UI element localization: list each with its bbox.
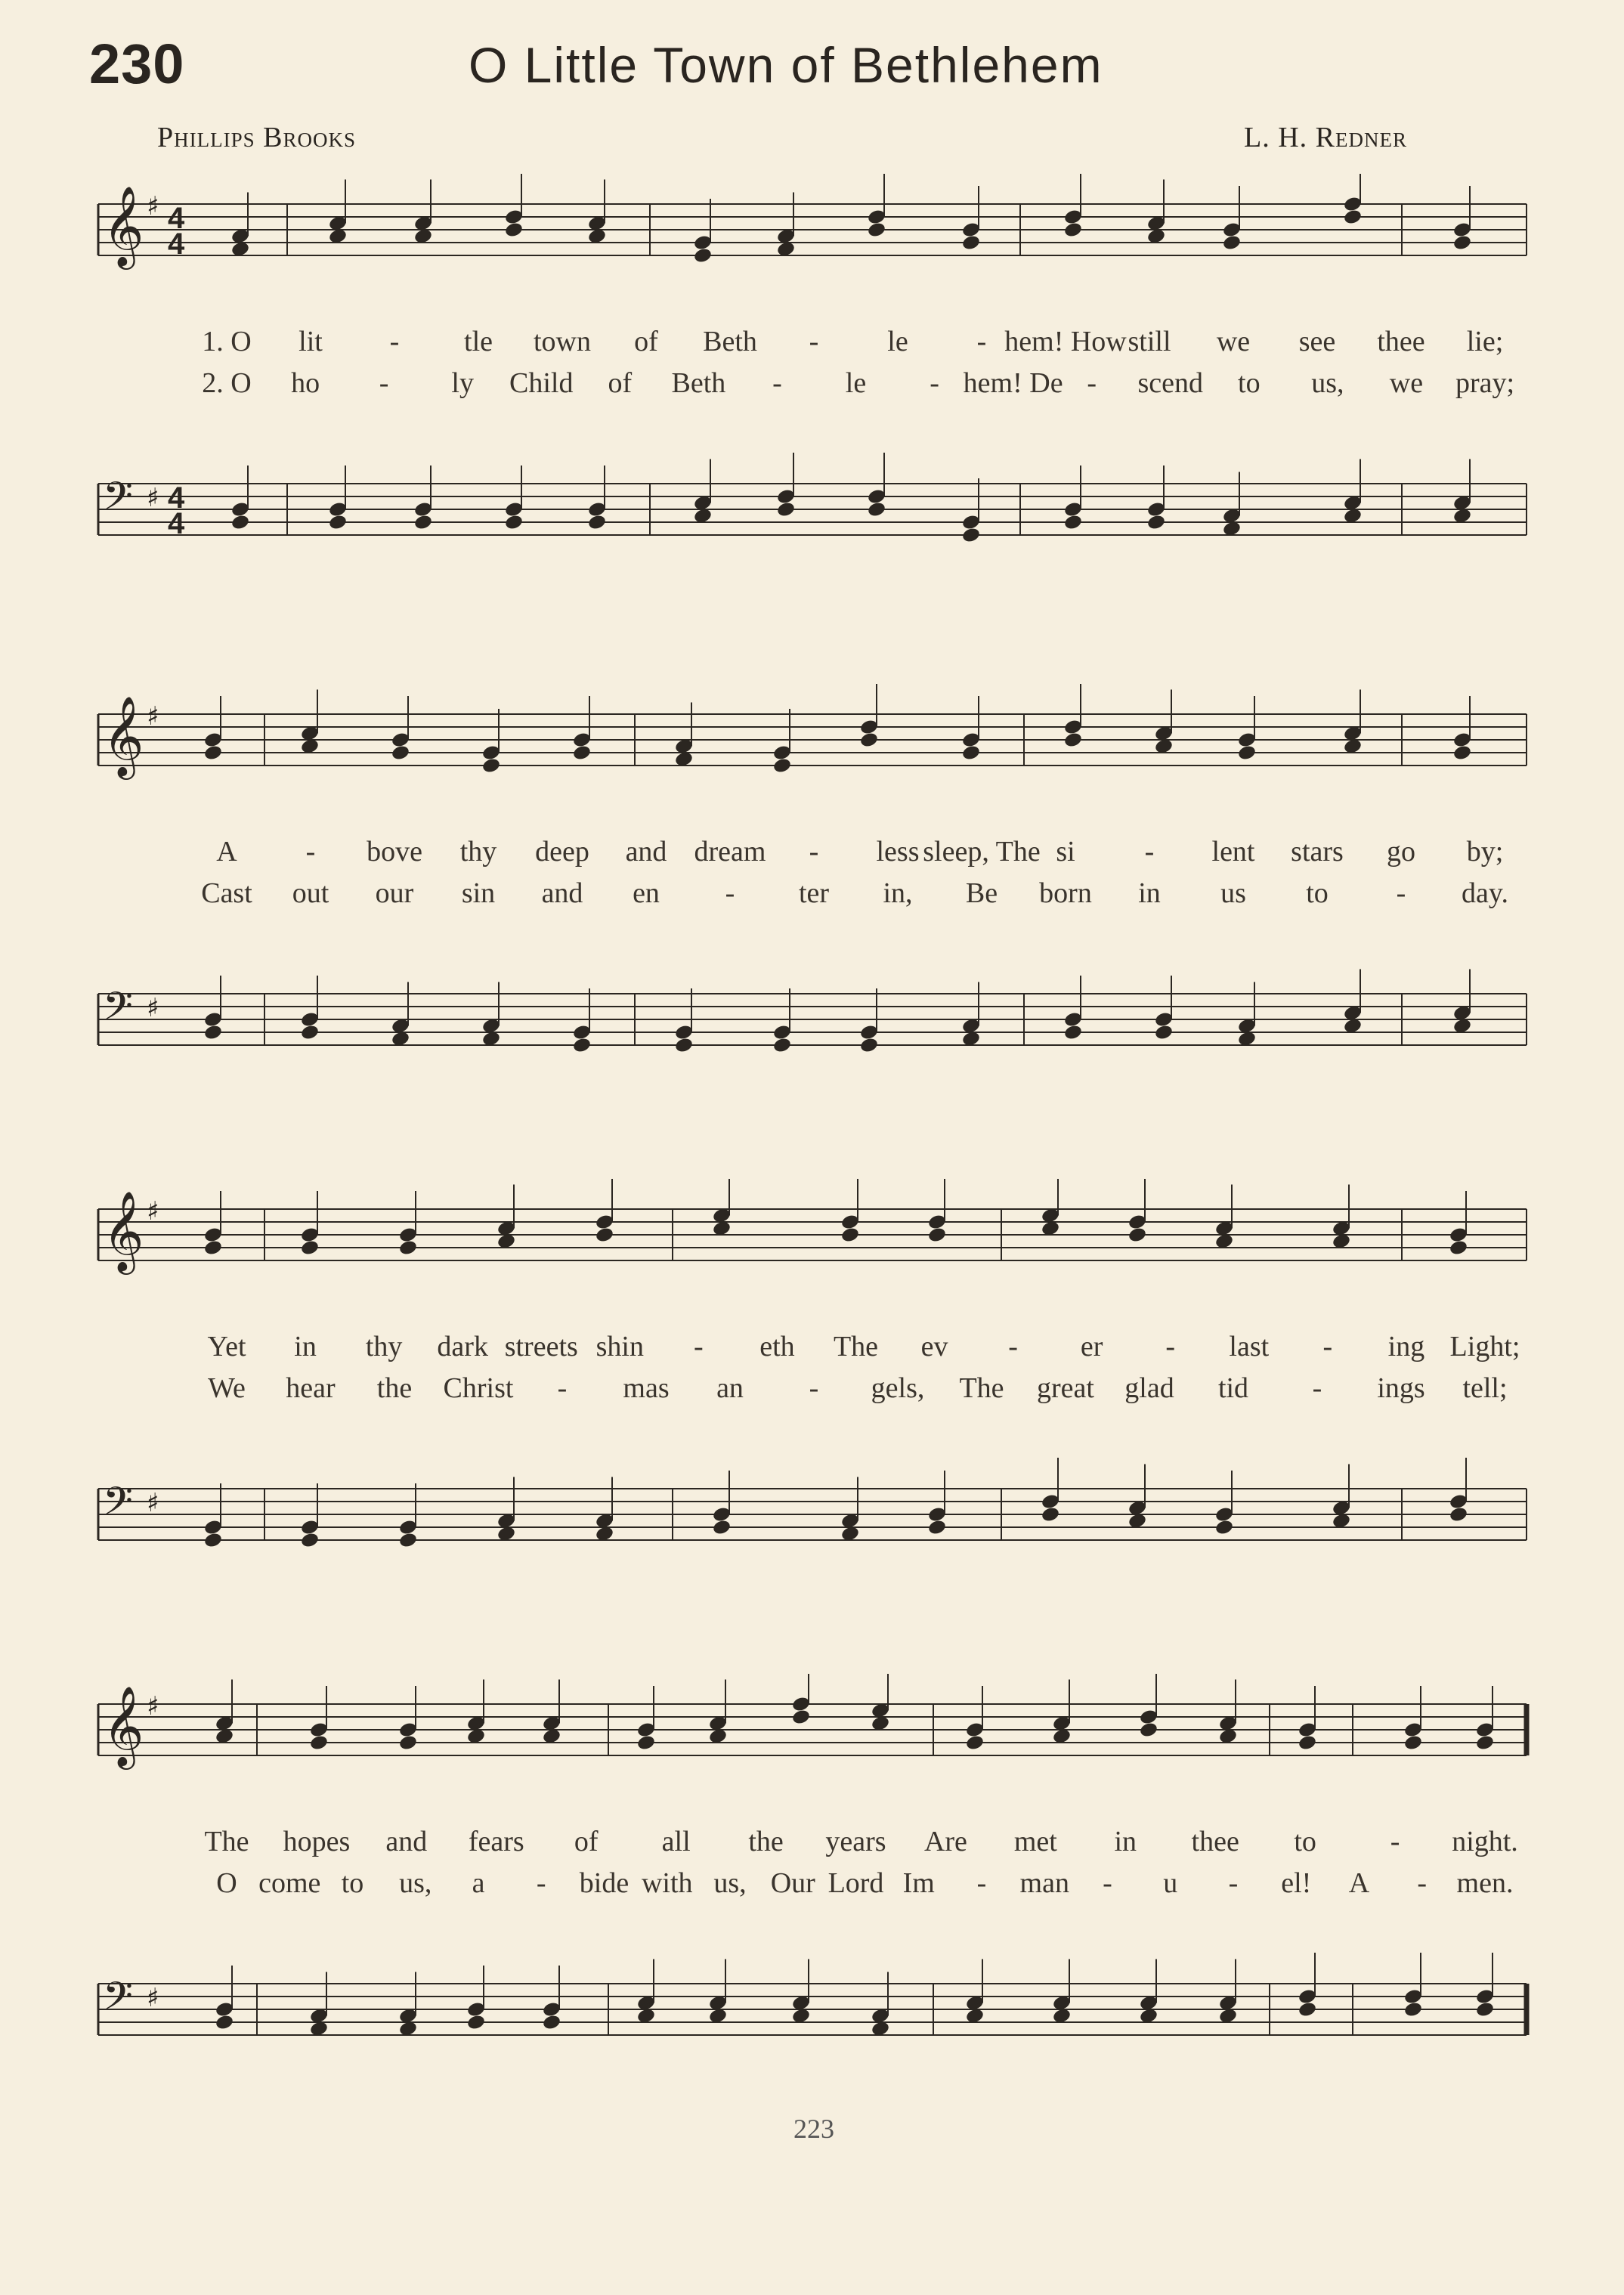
lyric-hyphen: -: [976, 326, 987, 357]
lyric-hyphen: -: [1144, 836, 1155, 868]
lyric-syllable: us: [1220, 877, 1246, 909]
verse-1-lyric-line: [0, 1825, 1624, 1863]
key-signature-sharp-icon: ♯: [147, 191, 159, 221]
music-system: [0, 684, 1624, 1107]
lyric-syllable: lie;: [1466, 326, 1504, 357]
lyric-syllable: el!: [1281, 1867, 1312, 1899]
lyric-syllable: streets: [504, 1331, 578, 1362]
lyric-syllable: by;: [1466, 836, 1504, 868]
lyric-hyphen: -: [930, 367, 939, 399]
lyric-syllable: scend: [1137, 367, 1204, 399]
treble-clef-icon: 𝄞: [103, 1685, 144, 1766]
lyric-hyphen: -: [1087, 367, 1097, 399]
lyric-syllable: Beth: [703, 326, 757, 357]
lyric-syllable: great: [1037, 1372, 1094, 1404]
lyric-syllable: er: [1080, 1331, 1103, 1362]
lyric-syllable: 2. O: [202, 367, 252, 399]
lyric-syllable: us,: [1311, 367, 1344, 399]
key-signature-sharp-icon: ♯: [147, 1691, 159, 1721]
lyric-syllable: night.: [1452, 1826, 1518, 1857]
treble-notes: [203, 1179, 1468, 1256]
treble-clef-icon: 𝄞: [103, 1190, 144, 1271]
lyric-syllable: lit: [299, 326, 323, 357]
music-system: [0, 1674, 1624, 2097]
lyric-hyphen: -: [1312, 1372, 1322, 1404]
lyric-syllable: Beth: [671, 367, 726, 399]
lyric-syllable: ings: [1377, 1372, 1425, 1404]
bass-staff: [98, 473, 1527, 540]
music-system: [0, 174, 1624, 597]
lyric-hyphen: -: [1396, 877, 1406, 909]
lyric-syllable: of: [634, 326, 658, 357]
lyric-syllable: bide: [579, 1867, 629, 1899]
bass-clef-icon: 𝄢: [103, 1478, 133, 1533]
lyric-syllable: with: [641, 1867, 693, 1899]
lyric-syllable: men.: [1456, 1867, 1514, 1899]
lyric-syllable: Im: [902, 1867, 935, 1899]
lyric-hyphen: -: [1165, 1331, 1176, 1362]
bass-clef-icon: 𝄢: [103, 1973, 133, 2028]
lyric-syllable: and: [625, 836, 667, 868]
lyric-syllable: ter: [798, 877, 830, 909]
hymn-title: O Little Town of Bethlehem: [469, 37, 1103, 93]
lyric-syllable: bove: [367, 836, 422, 868]
verse-1-lyric-line: [0, 835, 1624, 873]
lyric-syllable: en: [633, 877, 660, 909]
lyric-syllable: us,: [713, 1867, 747, 1899]
lyric-syllable: hem! How: [1004, 326, 1127, 357]
lyric-syllable: The: [959, 1372, 1004, 1404]
time-signature-bottom: 4: [168, 227, 185, 261]
lyric-syllable: tle: [464, 326, 493, 357]
lyricist-credit: Phillips Brooks: [157, 122, 356, 153]
lyric-syllable: dark: [437, 1331, 488, 1362]
lyric-syllable: out: [292, 877, 329, 909]
lyric-syllable: Light;: [1449, 1331, 1520, 1362]
lyric-syllable: thee: [1191, 1826, 1239, 1857]
lyric-syllable: still: [1128, 326, 1171, 357]
lyric-syllable: O: [216, 1867, 237, 1899]
lyric-syllable: our: [375, 877, 414, 909]
lyric-syllable: of: [574, 1826, 599, 1857]
bass-notes: [215, 1953, 1495, 2037]
lyric-syllable: ho: [291, 367, 320, 399]
lyric-syllable: in: [1114, 1826, 1137, 1857]
lyric-hyphen: -: [1390, 1826, 1400, 1857]
lyric-syllable: the: [376, 1372, 413, 1404]
lyric-syllable: ing: [1387, 1331, 1425, 1362]
lyric-syllable: and: [385, 1826, 428, 1857]
verse-2-lyric-line: [0, 1372, 1624, 1409]
lyric-syllable: The: [833, 1331, 879, 1362]
lyric-syllable: tid: [1217, 1372, 1249, 1404]
lyric-syllable: less: [876, 836, 920, 868]
lyric-syllable: met: [1013, 1826, 1057, 1857]
lyric-syllable: a: [472, 1867, 485, 1899]
lyric-syllable: hear: [286, 1372, 336, 1404]
lyric-syllable: gels,: [871, 1372, 925, 1404]
hymn-number: 230: [89, 32, 185, 95]
time-signature-top: 4: [168, 481, 185, 515]
key-signature-sharp-icon: ♯: [147, 1488, 159, 1518]
lyric-syllable: Child: [509, 367, 574, 399]
key-signature-sharp-icon: ♯: [147, 1983, 159, 2013]
lyric-syllable: see: [1298, 326, 1336, 357]
lyric-syllable: ev: [920, 1331, 948, 1362]
lyric-syllable: all: [661, 1826, 691, 1857]
lyric-syllable: We: [208, 1372, 246, 1404]
key-signature-sharp-icon: ♯: [147, 483, 159, 513]
lyric-hyphen: -: [557, 1372, 568, 1404]
lyric-syllable: thy: [365, 1331, 403, 1362]
lyric-syllable: 1. O: [202, 326, 252, 357]
verse-1-lyric-line: [0, 325, 1624, 363]
lyric-syllable: us,: [399, 1867, 432, 1899]
verse-2-lyric-line: [0, 1867, 1624, 1904]
lyric-syllable: hopes: [283, 1826, 351, 1857]
lyric-syllable: an: [716, 1372, 744, 1404]
bass-clef-icon: 𝄢: [103, 473, 133, 528]
lyric-syllable: tell;: [1462, 1372, 1508, 1404]
lyric-syllable: the: [748, 1826, 784, 1857]
lyric-syllable: u: [1163, 1867, 1178, 1899]
lyric-syllable: last: [1229, 1331, 1270, 1362]
lyric-syllable: Christ: [443, 1372, 514, 1404]
treble-notes: [203, 684, 1472, 774]
lyric-syllable: Are: [923, 1826, 967, 1857]
key-signature-sharp-icon: ♯: [147, 1196, 159, 1226]
lyric-hyphen: -: [694, 1331, 704, 1362]
lyric-syllable: town: [534, 326, 591, 357]
treble-notes: [215, 1674, 1495, 1751]
lyric-syllable: Lord: [827, 1867, 884, 1899]
time-signature-bottom: 4: [168, 507, 185, 540]
lyric-syllable: dream: [694, 836, 766, 868]
verse-1-lyric-line: [0, 1330, 1624, 1368]
lyric-hyphen: -: [389, 326, 400, 357]
treble-notes: [230, 174, 1472, 264]
lyric-syllable: years: [825, 1826, 886, 1857]
lyric-hyphen: -: [1228, 1867, 1239, 1899]
lyric-syllable: come: [258, 1867, 321, 1899]
lyric-hyphen: -: [809, 1372, 819, 1404]
lyric-hyphen: -: [1103, 1867, 1112, 1899]
lyric-syllable: deep: [535, 836, 589, 868]
lyric-syllable: thy: [459, 836, 497, 868]
lyric-syllable: mas: [623, 1372, 670, 1404]
treble-clef-icon: 𝄞: [103, 695, 144, 776]
bass-clef-icon: 𝄢: [103, 983, 133, 1038]
lyric-syllable: in,: [883, 877, 913, 909]
lyric-syllable: fears: [468, 1826, 524, 1857]
lyric-syllable: man: [1019, 1867, 1069, 1899]
lyric-syllable: hem! De: [963, 367, 1063, 399]
lyric-syllable: Be: [965, 877, 998, 909]
lyric-hyphen: -: [379, 367, 389, 399]
lyric-syllable: sin: [461, 877, 496, 909]
lyric-syllable: sleep, The: [923, 836, 1041, 868]
verse-2-lyric-line: [0, 367, 1624, 404]
lyric-hyphen: -: [976, 1867, 987, 1899]
lyric-syllable: ly: [451, 367, 474, 399]
lyric-hyphen: -: [725, 877, 735, 909]
lyric-syllable: eth: [759, 1331, 795, 1362]
time-signature-top: 4: [168, 202, 185, 235]
lyric-syllable: The: [204, 1826, 249, 1857]
lyric-hyphen: -: [809, 326, 819, 357]
treble-clef-icon: 𝄞: [103, 185, 144, 266]
lyric-syllable: A: [1348, 1867, 1370, 1899]
lyric-syllable: si: [1056, 836, 1075, 868]
lyric-syllable: day.: [1462, 877, 1508, 909]
lyric-syllable: go: [1387, 836, 1415, 868]
lyric-syllable: we: [1216, 326, 1251, 357]
key-signature-sharp-icon: ♯: [147, 993, 159, 1023]
lyric-syllable: to: [1238, 367, 1261, 399]
lyric-syllable: stars: [1291, 836, 1344, 868]
lyric-hyphen: -: [772, 367, 782, 399]
lyric-syllable: pray;: [1455, 367, 1515, 399]
lyric-syllable: lent: [1211, 836, 1255, 868]
lyric-hyphen: -: [1322, 1331, 1333, 1362]
lyric-syllable: and: [541, 877, 583, 909]
lyric-syllable: of: [608, 367, 633, 399]
lyric-syllable: in: [294, 1331, 317, 1362]
lyric-hyphen: -: [809, 836, 819, 868]
page-number: 223: [793, 2114, 834, 2144]
lyric-syllable: le: [845, 367, 867, 399]
lyric-syllable: glad: [1124, 1372, 1174, 1404]
lyric-syllable: shin: [595, 1331, 644, 1362]
lyric-syllable: le: [887, 326, 908, 357]
lyric-hyphen: -: [1417, 1867, 1428, 1899]
lyric-syllable: to: [341, 1867, 364, 1899]
lyric-hyphen: -: [536, 1867, 546, 1899]
lyric-syllable: born: [1039, 877, 1092, 909]
lyric-hyphen: -: [305, 836, 316, 868]
treble-staff: [98, 185, 1527, 270]
lyric-syllable: to: [1294, 1826, 1316, 1857]
lyric-syllable: Cast: [201, 877, 252, 909]
verse-2-lyric-line: [0, 877, 1624, 914]
lyric-syllable: Yet: [207, 1331, 246, 1362]
lyric-syllable: thee: [1377, 326, 1425, 357]
bass-notes: [203, 1458, 1468, 1548]
bass-notes: [230, 453, 1472, 543]
composer-credit: L. H. Redner: [1244, 122, 1407, 153]
lyric-syllable: Our: [770, 1867, 815, 1899]
key-signature-sharp-icon: ♯: [147, 701, 159, 731]
bass-notes: [203, 970, 1472, 1054]
lyric-hyphen: -: [1008, 1331, 1018, 1362]
lyric-syllable: in: [1138, 877, 1161, 909]
lyric-syllable: we: [1389, 367, 1424, 399]
lyric-syllable: to: [1306, 877, 1329, 909]
lyric-syllable: A: [216, 836, 237, 868]
music-system: [0, 1179, 1624, 1602]
